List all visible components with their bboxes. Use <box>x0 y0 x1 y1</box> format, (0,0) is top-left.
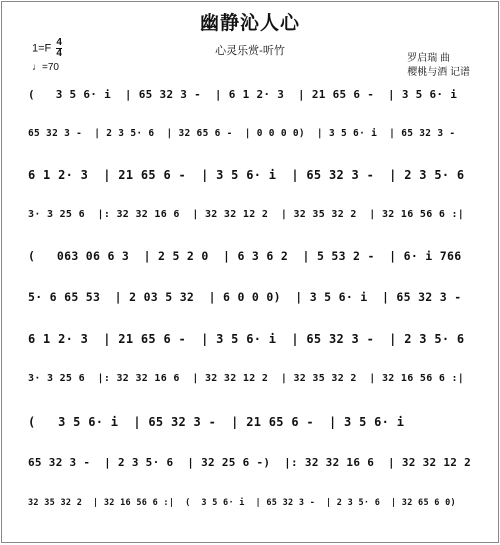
key-label: 1=F <box>32 42 52 55</box>
page-title: 幽静沁人心 <box>199 12 300 34</box>
score-line: ( 3 5 6· i | 65 32 3 - | 21 65 6 - | 3 5 6· i <box>28 415 405 429</box>
time-sig-top: 4 <box>56 37 62 48</box>
composer-credit: 罗启瑞 曲 <box>407 53 450 64</box>
score-line: 65 32 3 - | 2 3 5· 6 | 32 65 6 - | 0 0 0 0) | 3 5 6· i | 65 32 3 - <box>28 128 456 139</box>
score-line: 3· 3 25 6 |: 32 32 16 6 | 32 32 12 2 | 32 35 32 2 | 32 16 56 6 :| <box>28 373 465 384</box>
score-lines <box>2 2 498 542</box>
tempo-marking: ♩=70 <box>32 62 59 73</box>
transcriber-credit: 樱桃与酒 记谱 <box>407 67 470 78</box>
score-line: 6 1 2· 3 | 21 65 6 - | 3 5 6· i | 65 32 3 - | 2 3 5· 6 <box>28 332 465 346</box>
time-sig-bottom: 4 <box>56 48 62 59</box>
score-line: 6 1 2· 3 | 21 65 6 - | 3 5 6· i | 65 32 3 - | 2 3 5· 6 <box>28 168 465 182</box>
page-subtitle: 心灵乐赏-听竹 <box>215 45 285 57</box>
score-line: 5· 6 65 53 | 2 03 5 32 | 6 0 0 0) | 3 5 6· i | 65 32 3 - <box>28 290 462 304</box>
score-line: ( 3 5 6· i | 65 32 3 - | 6 1 2· 3 | 21 65 6 - | 3 5 6· i <box>28 88 458 101</box>
score-sheet <box>1 1 499 543</box>
score-line: ( 063 06 6 3 | 2 5 2 0 | 6 3 6 2 | 5 53 2 - | 6· i 766 <box>28 249 462 263</box>
score-line: 32 35 32 2 | 32 16 56 6 :| ( 3 5 6· i | 65 32 3 - | 2 3 5· 6 | 32 65 6 0) <box>28 498 456 508</box>
score-line: 65 32 3 - | 2 3 5· 6 | 32 25 6 -) |: 32 32 16 6 | 32 32 12 2 <box>28 456 472 469</box>
score-line: 3· 3 25 6 |: 32 32 16 6 | 32 32 12 2 | 32 35 32 2 | 32 16 56 6 :| <box>28 209 465 220</box>
